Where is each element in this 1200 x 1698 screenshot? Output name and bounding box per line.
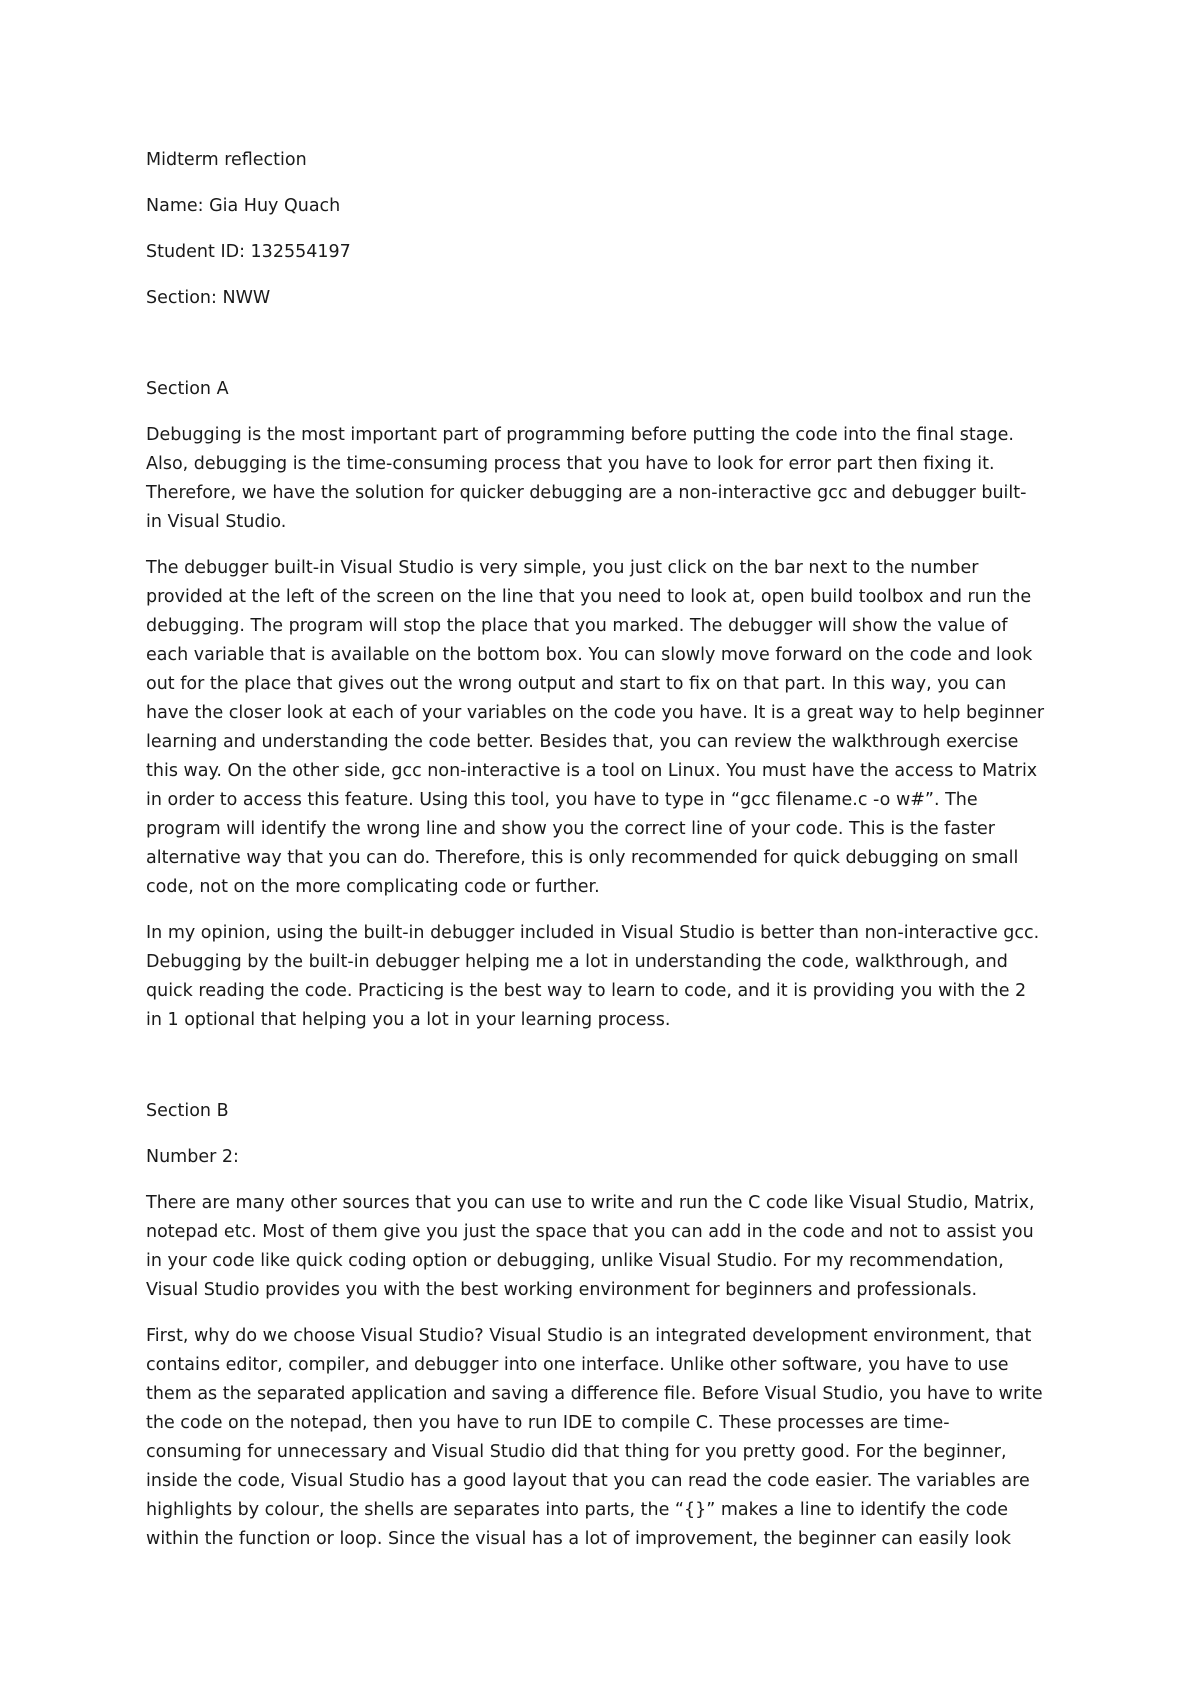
text-line: in 1 optional that helping you a lot in your learning process. [146,1010,671,1030]
section-a-paragraph-1 [146,421,1066,537]
text-line: in Visual Studio. [146,512,287,532]
section-b-paragraph-2 [146,1322,1066,1554]
student-id: Student ID: 132554197 [146,242,351,262]
text-line: consuming for unnecessary and Visual Studio did that thing for you pretty good. For the beginner, [146,1442,1007,1462]
text-line: in order to access this feature. Using this tool, you have to type in “gcc filename.c -o w#”. The [146,790,978,810]
text-line: highlights by colour, the shells are separates into parts, the “{}” makes a line to identify the code [146,1500,1008,1520]
section-a-heading: Section A [146,379,229,399]
text-line: within the function or loop. Since the visual has a lot of improvement, the beginner can easily look [146,1529,1012,1549]
class-section: Section: NWW [146,288,271,308]
section-b-paragraph-1 [146,1189,1066,1305]
text-line: have the closer look at each of your variables on the code you have. It is a great way to help beginner [146,703,1045,723]
text-line: quick reading the code. Practicing is the best way to learn to code, and it is providing you with the 2 [146,981,1027,1001]
section-b-subheading: Number 2: [146,1147,239,1167]
student-name: Name: Gia Huy Quach [146,196,341,216]
text-line: them as the separated application and saving a difference file. Before Visual Studio, you have to write [146,1384,1043,1404]
text-line: in your code like quick coding option or debugging, unlike Visual Studio. For my recommendation, [146,1251,1004,1271]
document-body [146,146,1066,1571]
text-line: this way. On the other side, gcc non-interactive is a tool on Linux. You must have the access to Matrix [146,761,1038,781]
text-line: notepad etc. Most of them give you just the space that you can add in the code and not to assist you [146,1222,1034,1242]
text-line: the code on the notepad, then you have to run IDE to compile C. These processes are time- [146,1413,950,1433]
text-line: Also, debugging is the time-consuming process that you have to look for error part then fixing it. [146,454,995,474]
text-line: debugging. The program will stop the place that you marked. The debugger will show the value of [146,616,1008,636]
section-b-heading: Section B [146,1101,229,1121]
text-line: learning and understanding the code better. Besides that, you can review the walkthrough exercise [146,732,1019,752]
text-line: inside the code, Visual Studio has a good layout that you can read the code easier. The variables are [146,1471,1030,1491]
document-title: Midterm reflection [146,150,307,170]
text-line: The debugger built-in Visual Studio is very simple, you just click on the bar next to the number [146,558,979,578]
text-line: Visual Studio provides you with the best working environment for beginners and professionals. [146,1280,978,1300]
section-a-paragraph-2 [146,554,1066,902]
section-a-paragraph-3 [146,919,1066,1035]
text-line: provided at the left of the screen on the line that you need to look at, open build toolbox and run the [146,587,1032,607]
text-line: alternative way that you can do. Therefore, this is only recommended for quick debugging on small [146,848,1019,868]
text-line: First, why do we choose Visual Studio? Visual Studio is an integrated development environment, that [146,1326,1032,1346]
text-line: contains editor, compiler, and debugger into one interface. Unlike other software, you have to use [146,1355,1009,1375]
text-line: each variable that is available on the bottom box. You can slowly move forward on the code and look [146,645,1033,665]
text-line: out for the place that gives out the wrong output and start to fix on that part. In this way, you can [146,674,1007,694]
text-line: There are many other sources that you can use to write and run the C code like Visual Studio, Matrix, [146,1193,1035,1213]
text-line: Therefore, we have the solution for quicker debugging are a non-interactive gcc and debugger built- [146,483,1027,503]
text-line: Debugging is the most important part of programming before putting the code into the final stage. [146,425,1014,445]
text-line: program will identify the wrong line and show you the correct line of your code. This is the faster [146,819,995,839]
text-line: Debugging by the built-in debugger helping me a lot in understanding the code, walkthrough, and [146,952,1008,972]
text-line: code, not on the more complicating code or further. [146,877,600,897]
text-line: In my opinion, using the built-in debugger included in Visual Studio is better than non-interactive gcc. [146,923,1040,943]
